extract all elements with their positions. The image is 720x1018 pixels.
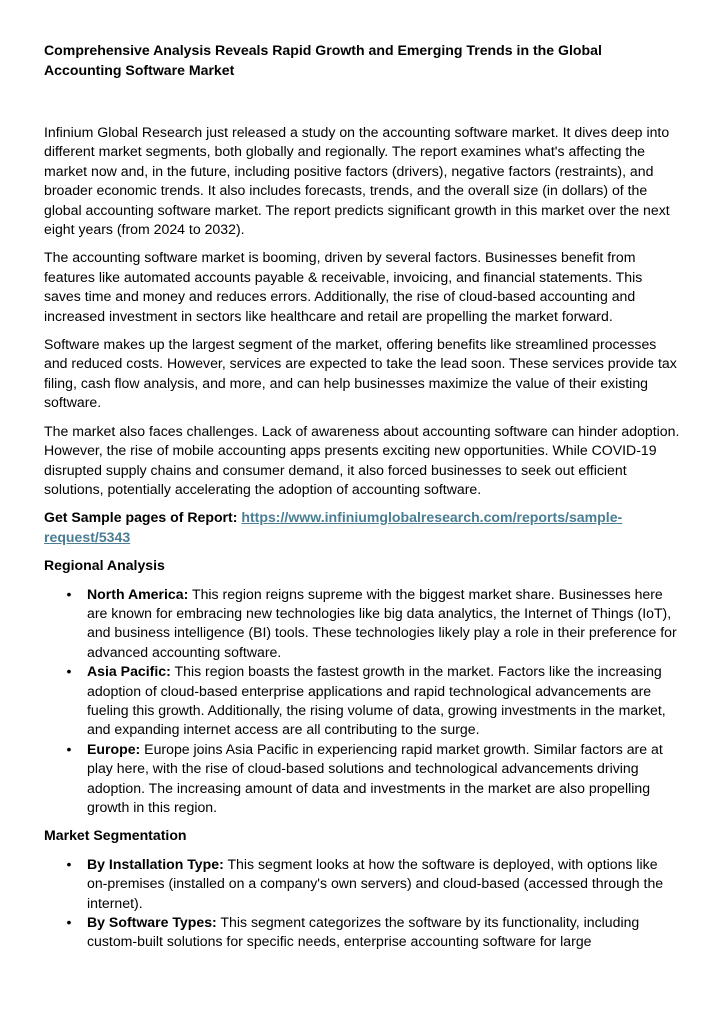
sample-request-label: Get Sample pages of Report: <box>44 509 238 526</box>
sample-request-line <box>44 508 680 547</box>
list-item-term: North America: <box>87 585 189 602</box>
list-item-term: By Software Types: <box>87 914 217 931</box>
list-item-text: This segment looks at how the software is deployed, with options like on-premises (installed on a company's own servers) and cloud-based (accessed through the internet). <box>87 855 664 911</box>
list-item-term: Europe: <box>87 740 141 757</box>
list-item-text: This region reigns supreme with the biggest market share. Businesses here are known for embracing new technologies like big data analytics, the Internet of Things (IoT), and business intelligence (BI) tools. These technologies likely play a role in their preference for advanced accounting software. <box>87 585 677 660</box>
list-item-term: Asia Pacific: <box>87 663 171 680</box>
regional-analysis-heading: Regional Analysis <box>44 557 165 574</box>
market-segmentation-heading: Market Segmentation <box>44 827 187 844</box>
bullet-icon: • <box>66 663 72 680</box>
segment-paragraph: Software makes up the largest segment of the market, offering benefits like streamlined processes and reduced costs. However, services are expected to take the lead soon. These services provide tax filing, cash flow analysis, and more, and can help businesses maximize the value of their existing software. <box>44 336 677 411</box>
list-item-text: This region boasts the fastest growth in the market. Factors like the increasing adoption of cloud-based enterprise applications and rapid technological advancements are fueling this growth. Additionally, the rising volume of data, growing investments in the market, and expanding internet access are all contributing to the surge. <box>87 663 666 738</box>
market-segmentation-list <box>44 855 680 952</box>
list-item <box>44 662 680 740</box>
document-title: Comprehensive Analysis Reveals Rapid Growth and Emerging Trends in the Global Accounting Software Market <box>44 42 602 78</box>
challenges-paragraph: The market also faces challenges. Lack of awareness about accounting software can hinder adoption. However, the rise of mobile accounting apps presents exciting new opportunities. While COVID-19 disrupted supply chains and consumer demand, it also forced businesses to seek out efficient solutions, potentially accelerating the adoption of accounting software. <box>44 422 680 497</box>
intro-paragraph: Infinium Global Research just released a study on the accounting software market. It dives deep into different market segments, both globally and regionally. The report examines what's affecting the market now and, in the future, including positive factors (drivers), negative factors (restraints), and broader economic trends. It also includes forecasts, trends, and the overall size (in dollars) of the global accounting software market. The report predicts significant growth in this market over the next eight years (from 2024 to 2032). <box>44 124 670 238</box>
document-page <box>44 40 680 961</box>
list-item <box>44 585 680 663</box>
list-item-text: Europe joins Asia Pacific in experiencing rapid market growth. Similar factors are at play here, with the rise of cloud-based solutions and technological advancements driving adoption. The increasing amount of data and investments in the market are also propelling growth in this region. <box>87 740 663 815</box>
bullet-icon: • <box>66 855 72 872</box>
sample-request-link[interactable]: https://www.infiniumglobalresearch.com/reports/sample-request/5343 <box>44 509 623 545</box>
drivers-paragraph: The accounting software market is booming, driven by several factors. Businesses benefit from features like automated accounts payable & receivable, invoicing, and financial statements. This saves time and money and reduces errors. Additionally, the rise of cloud-based accounting and increased investment in sectors like healthcare and retail are propelling the market forward. <box>44 249 643 324</box>
list-item <box>44 740 680 818</box>
regional-analysis-list <box>44 585 680 818</box>
list-item <box>44 855 680 913</box>
bullet-icon: • <box>66 585 72 602</box>
list-item <box>44 913 680 952</box>
list-item-term: By Installation Type: <box>87 855 224 872</box>
list-item-text: This segment categorizes the software by its functionality, including custom-built solutions for specific needs, enterprise accounting software for large <box>87 914 640 950</box>
bullet-icon: • <box>66 914 72 931</box>
bullet-icon: • <box>66 740 72 757</box>
